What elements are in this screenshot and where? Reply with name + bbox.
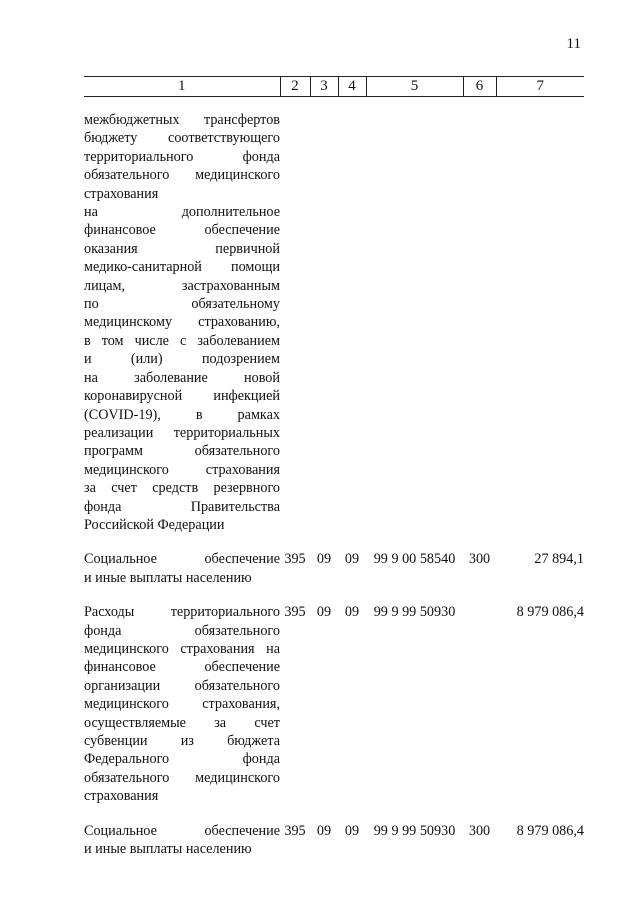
column-header: 1 <box>84 77 280 97</box>
table-row <box>84 806 584 859</box>
row-name-line: и иные выплаты населению <box>84 569 252 586</box>
section-code: 09 <box>316 551 332 568</box>
row-name-line: бюджету соответствующего <box>84 130 280 147</box>
row-name-line: страхования <box>84 185 159 202</box>
row-name-line: на дополнительное <box>84 204 280 221</box>
row-name-line: медико-санитарной помощи <box>84 259 280 276</box>
row-name <box>84 534 280 587</box>
row-name-line: Социальное обеспечение <box>84 551 280 568</box>
subsection-code <box>338 97 366 535</box>
row-name-line: программ обязательного <box>84 443 280 460</box>
amount: 8 979 086,4 <box>516 822 584 839</box>
row-name-line: (COVID-19), в рамках <box>84 406 280 423</box>
subsection-code: 09 <box>344 822 360 839</box>
row-name-line: финансовое обеспечение <box>84 659 280 676</box>
row-name-line: на заболевание новой <box>84 369 280 386</box>
row-name-line: коронавирусной инфекцией <box>84 388 280 405</box>
ministry-code: 395 <box>284 822 306 839</box>
target-article-code: 99 9 99 50930 <box>373 822 456 839</box>
budget-table <box>84 76 584 858</box>
row-name-line: медицинского страхования на <box>84 640 280 657</box>
row-name-line: осуществляемые за счет <box>84 714 280 731</box>
row-name <box>84 587 280 805</box>
subsection-code: 09 <box>344 551 360 568</box>
target-article-code: 99 9 99 50930 <box>373 604 456 621</box>
row-name-line: обязательного медицинского <box>84 167 280 184</box>
row-name-line: межбюджетных трансфертов <box>84 112 280 128</box>
header-row <box>84 77 584 97</box>
row-name-line: финансовое обеспечение <box>84 222 280 239</box>
amount: 27 894,1 <box>534 551 584 568</box>
amount: 8 979 086,4 <box>516 604 584 621</box>
table-row <box>84 534 584 587</box>
row-name-line: обязательного медицинского <box>84 769 280 786</box>
row-name-line: лицам, застрахованным <box>84 277 280 294</box>
table-row <box>84 97 584 535</box>
expense-type-code: 300 <box>468 822 491 839</box>
section-code <box>310 97 338 535</box>
target-article-code <box>366 97 463 535</box>
row-name-line: страхования <box>84 788 159 805</box>
column-header: 5 <box>366 77 463 97</box>
section-code: 09 <box>316 822 332 839</box>
row-name-line: в том числе с заболеванием <box>84 332 280 349</box>
row-name-line: Социальное обеспечение <box>84 822 280 839</box>
column-header: 4 <box>338 77 366 97</box>
table-row <box>84 587 584 805</box>
column-header: 2 <box>280 77 310 97</box>
expense-type-code: 300 <box>468 551 491 568</box>
column-header: 3 <box>310 77 338 97</box>
expense-type-code <box>463 97 496 535</box>
row-name-line: медицинского страхования, <box>84 696 280 713</box>
row-name-line: Российской Федерации <box>84 516 225 533</box>
row-name-line: Федерального фонда <box>84 751 280 768</box>
row-name-line: медицинскому страхованию, <box>84 314 280 331</box>
row-name-line: оказания первичной <box>84 240 280 257</box>
row-name-line: Расходы территориального <box>84 604 280 621</box>
target-article-code: 99 9 00 58540 <box>373 551 456 568</box>
row-name-line: реализации территориальных <box>84 424 280 441</box>
row-name <box>84 806 280 859</box>
column-header: 6 <box>463 77 496 97</box>
row-name-line: по обязательному <box>84 296 280 313</box>
row-name-line: медицинского страхования <box>84 461 280 478</box>
row-name-line: и иные выплаты населению <box>84 841 252 858</box>
column-header: 7 <box>496 77 584 97</box>
row-name-line: и (или) подозрением <box>84 351 280 368</box>
row-name-line: организации обязательного <box>84 677 280 694</box>
section-code: 09 <box>316 604 332 621</box>
ministry-code: 395 <box>284 551 306 568</box>
expense-type-code <box>463 587 496 805</box>
row-name-line: фонда обязательного <box>84 622 280 639</box>
ministry-code <box>280 97 310 535</box>
amount <box>496 97 584 535</box>
row-name-line: фонда Правительства <box>84 498 280 515</box>
subsection-code: 09 <box>344 604 360 621</box>
row-name-line: территориального фонда <box>84 148 280 165</box>
ministry-code: 395 <box>284 604 306 621</box>
page-number: 11 <box>566 36 581 52</box>
row-name <box>84 97 280 535</box>
row-name-line: субвенции из бюджета <box>84 733 280 749</box>
row-name-line: за счет средств резервного <box>84 480 280 497</box>
